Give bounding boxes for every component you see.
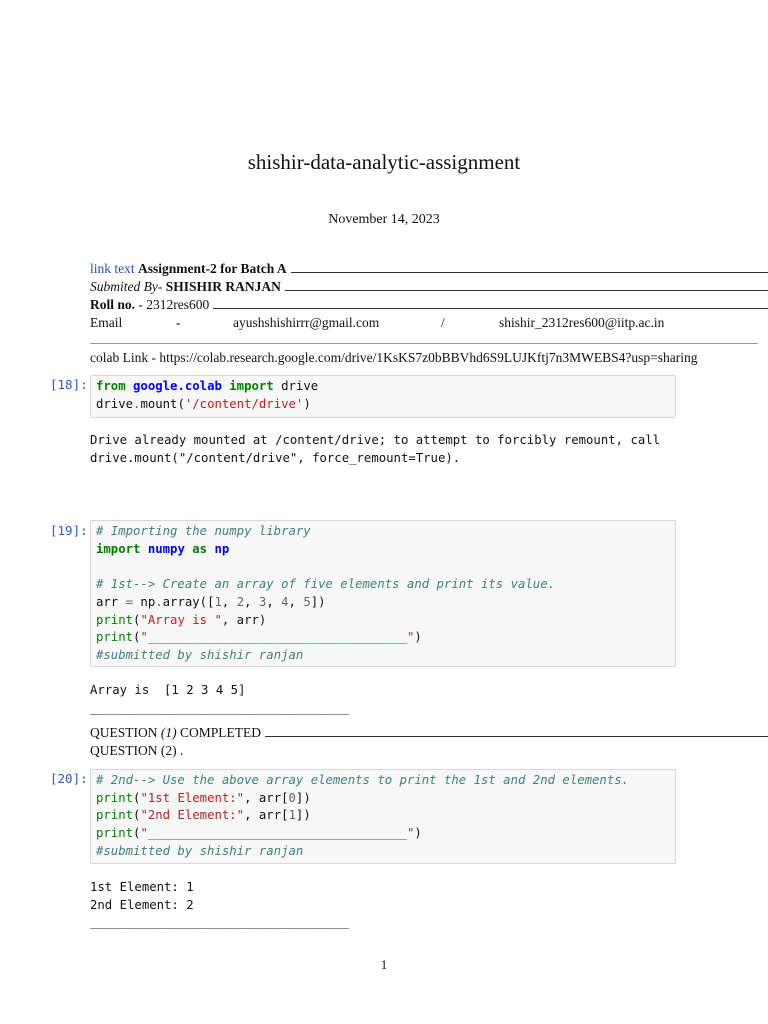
question-1-number: (1)	[160, 725, 177, 740]
assignment-title: Assignment-2 for Batch A	[138, 261, 287, 276]
cell-output	[90, 879, 349, 932]
output-line: 1st Element: 1	[90, 880, 194, 894]
output-line: Drive already mounted at /content/drive; to attempt to forcibly remount, call	[90, 433, 661, 447]
question-1-status: COMPLETED	[180, 725, 261, 740]
submitted-by-name: SHISHIR RANJAN	[165, 279, 281, 294]
roll-number-line	[90, 296, 768, 313]
roll-label: Roll no.	[90, 297, 136, 312]
question-1-prefix: QUESTION	[90, 725, 158, 740]
email-label: Email	[90, 315, 123, 330]
code-token: from	[96, 379, 126, 393]
page-number: 1	[380, 957, 388, 972]
output-line: ___________________________________	[90, 915, 350, 930]
email-secondary[interactable]: shishir_2312res600@iitp.ac.in	[499, 315, 665, 330]
horizontal-rule	[90, 343, 758, 344]
code-token: import	[229, 379, 274, 393]
output-line: drive.mount("/content/drive", force_remount=True).	[90, 450, 461, 465]
assignment-line	[90, 260, 768, 277]
cell-output	[90, 682, 349, 717]
underline-fill	[213, 297, 768, 309]
document-date: November 14, 2023	[328, 212, 440, 227]
roll-value: - 2312res600	[138, 297, 210, 312]
underline-fill	[291, 261, 768, 273]
cell-prompt: [19]:	[50, 523, 88, 538]
question-2-line: QUESTION (2) .	[90, 743, 184, 758]
code-cell[interactable]: # 2nd--> Use the above array elements to print the 1st and 2nd elements. print("1st Element:", arr[0]) print("2nd Element:", arr[1]) print("___________________________________") #submitted by shishir ranjan	[90, 769, 676, 864]
output-line: ___________________________________	[90, 700, 350, 715]
cell-prompt: [20]:	[50, 771, 88, 786]
code-comment: #submitted by shishir ranjan	[96, 843, 304, 858]
document-title: shishir-data-analytic-assignment	[247, 150, 521, 174]
code-cell[interactable]: # Importing the numpy library import numpy as np # 1st--> Create an array of five elements and print its value. arr = np.array([1, 2, 3, 4, 5]) print("Array is ", arr) print("___________________________________") #submitted by shishir ranjan	[90, 520, 676, 667]
code-comment: #submitted by shishir ranjan	[96, 647, 304, 662]
code-cell[interactable]: from google.colab import drive drive.mount('/content/drive')	[90, 375, 676, 418]
colab-link[interactable]: colab Link - https://colab.research.google.com/drive/1KsKS7z0bBBVhd6S9LUJKftj7n3MWEBS4?usp=sharing	[90, 350, 698, 365]
code-comment: # 2nd--> Use the above array elements to print the 1st and 2nd elements.	[96, 773, 630, 787]
output-line: Array is [1 2 3 4 5]	[90, 683, 246, 697]
cell-prompt: [18]:	[50, 377, 88, 392]
email-dash: -	[176, 315, 181, 330]
underline-fill	[285, 279, 768, 291]
email-line	[90, 314, 690, 331]
link-text[interactable]: link text	[90, 261, 135, 276]
submitted-by-label: Submited By-	[90, 279, 163, 294]
submitted-by-line	[90, 278, 768, 295]
email-slash: /	[441, 315, 445, 330]
output-line: 2nd Element: 2	[90, 897, 194, 912]
code-comment: # Importing the numpy library	[96, 524, 311, 538]
question-1-line	[90, 724, 768, 741]
cell-output	[90, 432, 660, 467]
code-token: google.colab	[133, 379, 222, 393]
email-primary[interactable]: ayushshishirrr@gmail.com	[233, 315, 380, 330]
code-comment: # 1st--> Create an array of five elements and print its value.	[96, 577, 556, 592]
underline-fill	[265, 725, 768, 737]
